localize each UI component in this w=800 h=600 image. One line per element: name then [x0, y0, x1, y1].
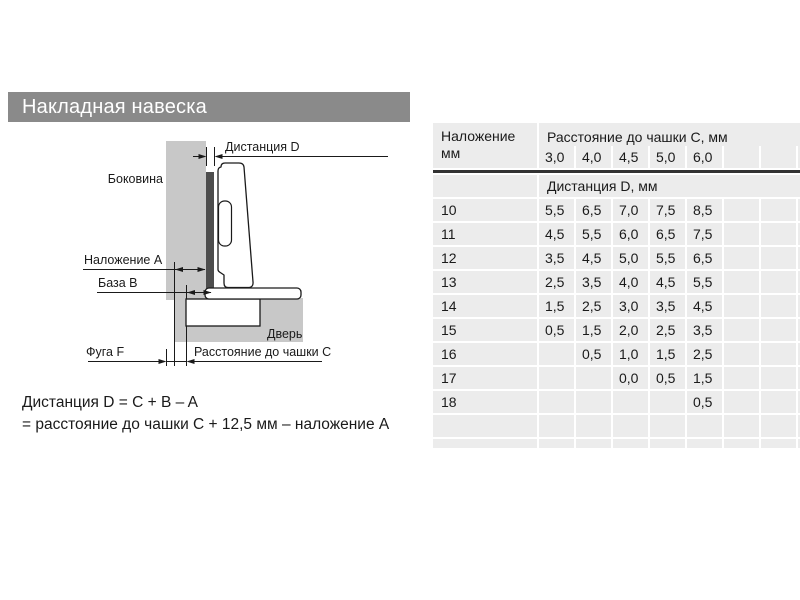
label-side-panel: Боковина	[107, 172, 163, 186]
distance-value-cell: 7,0	[613, 199, 648, 221]
distance-value-cell	[761, 319, 796, 341]
label-base-b: База B	[98, 276, 138, 290]
distance-value-cell	[724, 295, 759, 317]
column-header-cell: 6,0	[687, 146, 722, 168]
distance-value-cell: 5,0	[613, 247, 648, 269]
distance-value-cell	[724, 319, 759, 341]
column-header-cell: 4,5	[613, 146, 648, 168]
overlay-value-cell: 10	[433, 199, 537, 221]
overlay-value-cell: 15	[433, 319, 537, 341]
distance-value-cell: 4,5	[650, 271, 685, 293]
overlay-header-line2: мм	[441, 145, 461, 161]
overlay-value-cell: 18	[433, 391, 537, 413]
distance-value-cell	[687, 415, 722, 437]
distance-value-cell	[761, 439, 796, 448]
distance-value-cell: 1,0	[613, 343, 648, 365]
distance-value-cell	[539, 367, 574, 389]
distance-value-cell	[576, 415, 611, 437]
distance-value-cell: 4,5	[576, 247, 611, 269]
cup-distance-header-group	[539, 123, 800, 168]
header-rule	[433, 170, 800, 173]
distance-value-cell	[761, 223, 796, 245]
column-headers-row	[539, 146, 800, 168]
distance-value-cell	[761, 247, 796, 269]
distance-value-cell	[761, 391, 796, 413]
distance-value-cell: 3,5	[539, 247, 574, 269]
label-cup-distance-c: Расстояние до чашки C	[194, 345, 332, 359]
distance-value-cell: 6,0	[613, 223, 648, 245]
distance-value-cell	[761, 199, 796, 221]
distance-value-cell: 3,5	[687, 319, 722, 341]
distance-value-cell	[761, 367, 796, 389]
table-row	[433, 367, 800, 389]
distance-value-cell	[724, 439, 759, 448]
table-row	[433, 391, 800, 413]
distance-value-cell	[724, 391, 759, 413]
distance-value-cell: 4,5	[687, 295, 722, 317]
label-overlay-a: Наложение A	[84, 253, 163, 267]
label-door: Дверь	[267, 327, 303, 341]
group-header-label: Расстояние до чашки C, мм	[547, 129, 728, 145]
distance-value-cell: 3,5	[650, 295, 685, 317]
distance-value-cell: 0,5	[539, 319, 574, 341]
column-header-cell	[761, 146, 796, 168]
subheader-row	[433, 175, 800, 197]
distance-value-cell	[724, 223, 759, 245]
overlay-header-line1: Наложение	[441, 128, 516, 144]
distance-value-cell	[724, 343, 759, 365]
distance-value-cell: 5,5	[650, 247, 685, 269]
column-header-cell: 3,0	[539, 146, 574, 168]
distance-value-cell	[539, 415, 574, 437]
arrow-d-right	[215, 154, 223, 159]
distance-value-cell: 5,5	[539, 199, 574, 221]
overlay-value-cell: 14	[433, 295, 537, 317]
side-panel-shape	[166, 141, 206, 300]
distance-value-cell	[724, 271, 759, 293]
distance-value-cell: 5,5	[687, 271, 722, 293]
distance-value-cell	[650, 391, 685, 413]
overlay-value-cell: 17	[433, 367, 537, 389]
distance-value-cell	[613, 391, 648, 413]
distance-value-cell	[761, 343, 796, 365]
distance-value-cell	[539, 391, 574, 413]
table-rows	[433, 199, 800, 448]
overlay-column-header	[433, 123, 537, 168]
distance-value-cell: 6,5	[687, 247, 722, 269]
distance-value-cell: 4,0	[613, 271, 648, 293]
overlay-value-cell: 12	[433, 247, 537, 269]
table-row	[433, 319, 800, 341]
distance-value-cell: 2,5	[539, 271, 574, 293]
distance-table	[433, 123, 800, 448]
distance-value-cell: 5,5	[576, 223, 611, 245]
distance-value-cell	[576, 439, 611, 448]
overlay-value-cell: 13	[433, 271, 537, 293]
distance-value-cell: 2,0	[613, 319, 648, 341]
distance-value-cell: 6,5	[650, 223, 685, 245]
column-header-cell	[724, 146, 759, 168]
distance-value-cell: 1,5	[576, 319, 611, 341]
distance-value-cell	[613, 439, 648, 448]
distance-value-cell: 0,0	[613, 367, 648, 389]
distance-value-cell: 1,5	[687, 367, 722, 389]
distance-value-cell	[724, 415, 759, 437]
table-row	[433, 199, 800, 221]
distance-value-cell: 3,0	[613, 295, 648, 317]
formula-line-2: = расстояние до чашки C + 12,5 мм – наложение A	[22, 416, 390, 433]
distance-value-cell	[724, 247, 759, 269]
mounting-plate-shape	[206, 172, 214, 298]
distance-value-cell	[650, 439, 685, 448]
distance-value-cell: 0,5	[576, 343, 611, 365]
hinge-cup-shape	[186, 299, 260, 326]
label-distance-d: Дистанция D	[225, 140, 300, 154]
overlay-value-cell	[433, 415, 537, 437]
subheader-spacer	[433, 175, 537, 197]
label-gap-f: Фуга F	[86, 345, 125, 359]
column-header-cell: 4,0	[576, 146, 611, 168]
table-row	[433, 295, 800, 317]
column-header-cell: 5,0	[650, 146, 685, 168]
distance-value-cell: 0,5	[650, 367, 685, 389]
table-row	[433, 343, 800, 365]
distance-value-cell	[576, 367, 611, 389]
arrow-f	[159, 359, 167, 364]
overlay-value-cell: 11	[433, 223, 537, 245]
distance-value-cell: 7,5	[687, 223, 722, 245]
distance-value-cell	[687, 439, 722, 448]
distance-value-cell: 2,5	[576, 295, 611, 317]
distance-value-cell: 4,5	[539, 223, 574, 245]
distance-value-cell	[761, 295, 796, 317]
distance-value-cell	[724, 367, 759, 389]
distance-value-cell	[724, 199, 759, 221]
formula-block	[22, 392, 389, 436]
distance-value-cell	[761, 271, 796, 293]
distance-value-cell	[761, 415, 796, 437]
hinge-flange-shape	[205, 288, 301, 299]
distance-value-cell: 1,5	[539, 295, 574, 317]
table-row	[433, 439, 800, 448]
table-row	[433, 415, 800, 437]
subheader-label: Дистанция D, мм	[539, 175, 800, 197]
formula-line-1: Дистанция D = C + B – A	[22, 394, 199, 411]
distance-value-cell: 1,5	[650, 343, 685, 365]
table-row	[433, 223, 800, 245]
arrow-c	[187, 359, 195, 364]
overlay-value-cell	[433, 439, 537, 448]
distance-value-cell	[539, 343, 574, 365]
distance-value-cell: 3,5	[576, 271, 611, 293]
page-title: Накладная навеска	[8, 92, 410, 122]
distance-value-cell	[613, 415, 648, 437]
hinge-slot-shape	[219, 201, 232, 246]
distance-value-cell: 8,5	[687, 199, 722, 221]
table-row	[433, 247, 800, 269]
distance-value-cell: 2,5	[687, 343, 722, 365]
distance-value-cell: 6,5	[576, 199, 611, 221]
table-row	[433, 271, 800, 293]
distance-value-cell: 7,5	[650, 199, 685, 221]
distance-value-cell: 2,5	[650, 319, 685, 341]
distance-value-cell	[539, 439, 574, 448]
distance-value-cell	[650, 415, 685, 437]
overlay-value-cell: 16	[433, 343, 537, 365]
distance-value-cell	[576, 391, 611, 413]
distance-value-cell: 0,5	[687, 391, 722, 413]
table-header	[433, 123, 800, 168]
